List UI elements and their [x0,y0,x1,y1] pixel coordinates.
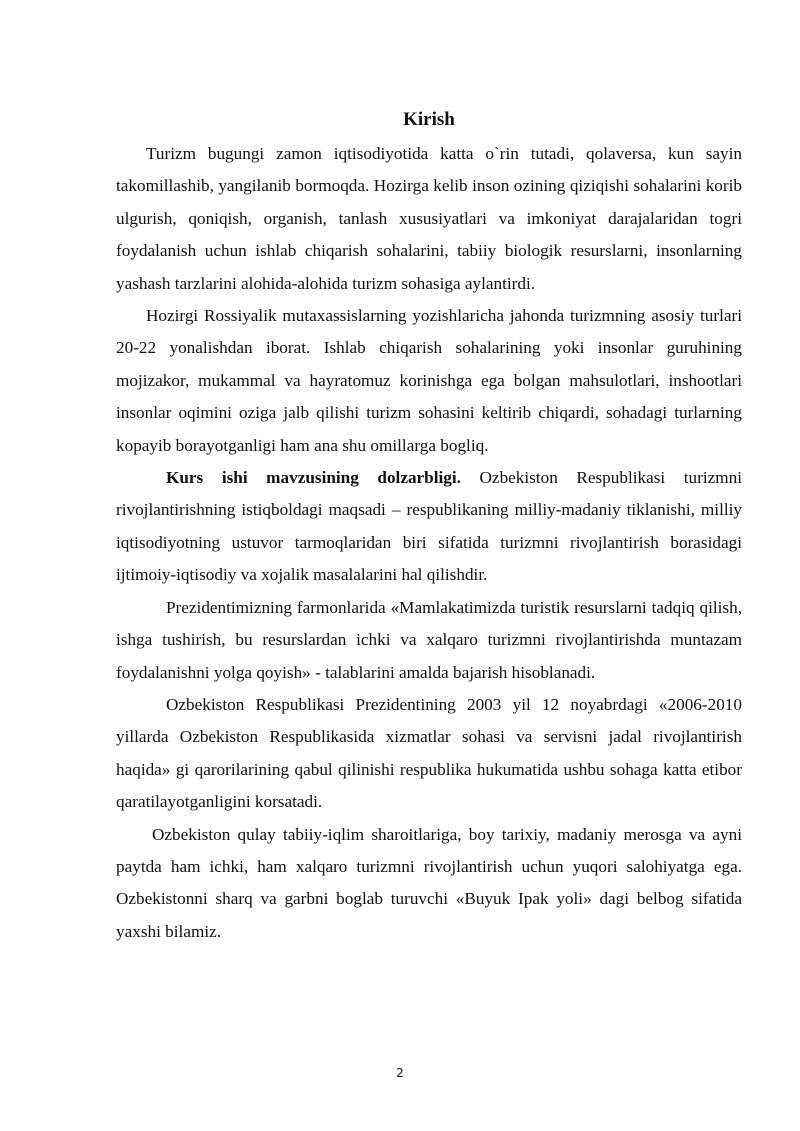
page-number: 2 [396,1066,404,1080]
paragraph-3-body: Ozbekiston Respublikasi turizmni rivojlantirishning istiqboldagi maqsadi – respublikaning milliy-madaniy tiklanishi, milliy iqtisodiyotning ustuvor tarmoqlaridan biri sifatida turizmni rivojlantirish borasidagi ijtimoiy-iqtisodiy va xojalik masalalarini hal qilishdir. [116,468,742,585]
paragraph-3 [116,462,742,592]
paragraph-5: Ozbekiston Respublikasi Prezidentining 2003 yil 12 noyabrdagi «2006-2010 yillarda Ozbekiston Respublikasida xizmatlar sohasi va servisni jadal rivojlantirish haqida» gi qarorilarining qabul qilinishi respublika hukumatida ushbu sohaga katta etibor qaratilayotganligini korsatadi. [116,694,742,812]
paragraph-1: Turizm bugungi zamon iqtisodiyotida katta o`rin tutadi, qolaversa, kun sayin takomillashib, yangilanib bormoqda. Hozirga kelib inson ozining qiziqishi sohalarini korib ulgurish, qoniqish, organish, tanlash xususiyatlari va imkoniyat darajalaridan togri foydalanish uchun ishlab chiqarish sohalarini, tabiiy biologik resurslarni, insonlarning yashash tarzlarini alohida-alohida turizm sohasiga aylantirdi. [116,144,742,293]
paragraph-4: Prezidentimizning farmonlarida «Mamlakatimizda turistik resurslarni tadqiq qilish, ishga tushirish, bu resurslardan ichki va xalqaro turizmni rivojlantirishda muntazam foydalanishni yolga qoyish» - talablarini amalda bajarish hisoblanadi. [116,597,742,682]
paragraph-3-lead: Kurs ishi mavzusining dolzarbligi. [166,468,461,488]
page-title: Kirish [403,109,455,130]
paragraph-6: Ozbekiston qulay tabiiy-iqlim sharoitlariga, boy tarixiy, madaniy merosga va ayni paytda ham ichki, ham xalqaro turizmni rivojlantirish uchun yuqori salohiyatga ega. Ozbekistonni sharq va garbni boglab turuvchi «Buyuk Ipak yoli» dagi belbog sifatida yaxshi bilamiz. [116,824,742,941]
paragraph-2: Hozirgi Rossiyalik mutaxassislarning yozishlaricha jahonda turizmning asosiy turlari 20-22 yonalishdan iborat. Ishlab chiqarish sohalarining yoki insonlar guruhining mojizakor, mukammal va hayratomuz korinishga ega bolgan mahsulotlari, inshootlari insonlar oqimini oziga jalb qilishi turizm sohasini keltirib chiqardi, sohadagi turlarning kopayib borayotganligi ham ana shu omillarga bogliq. [116,306,742,455]
